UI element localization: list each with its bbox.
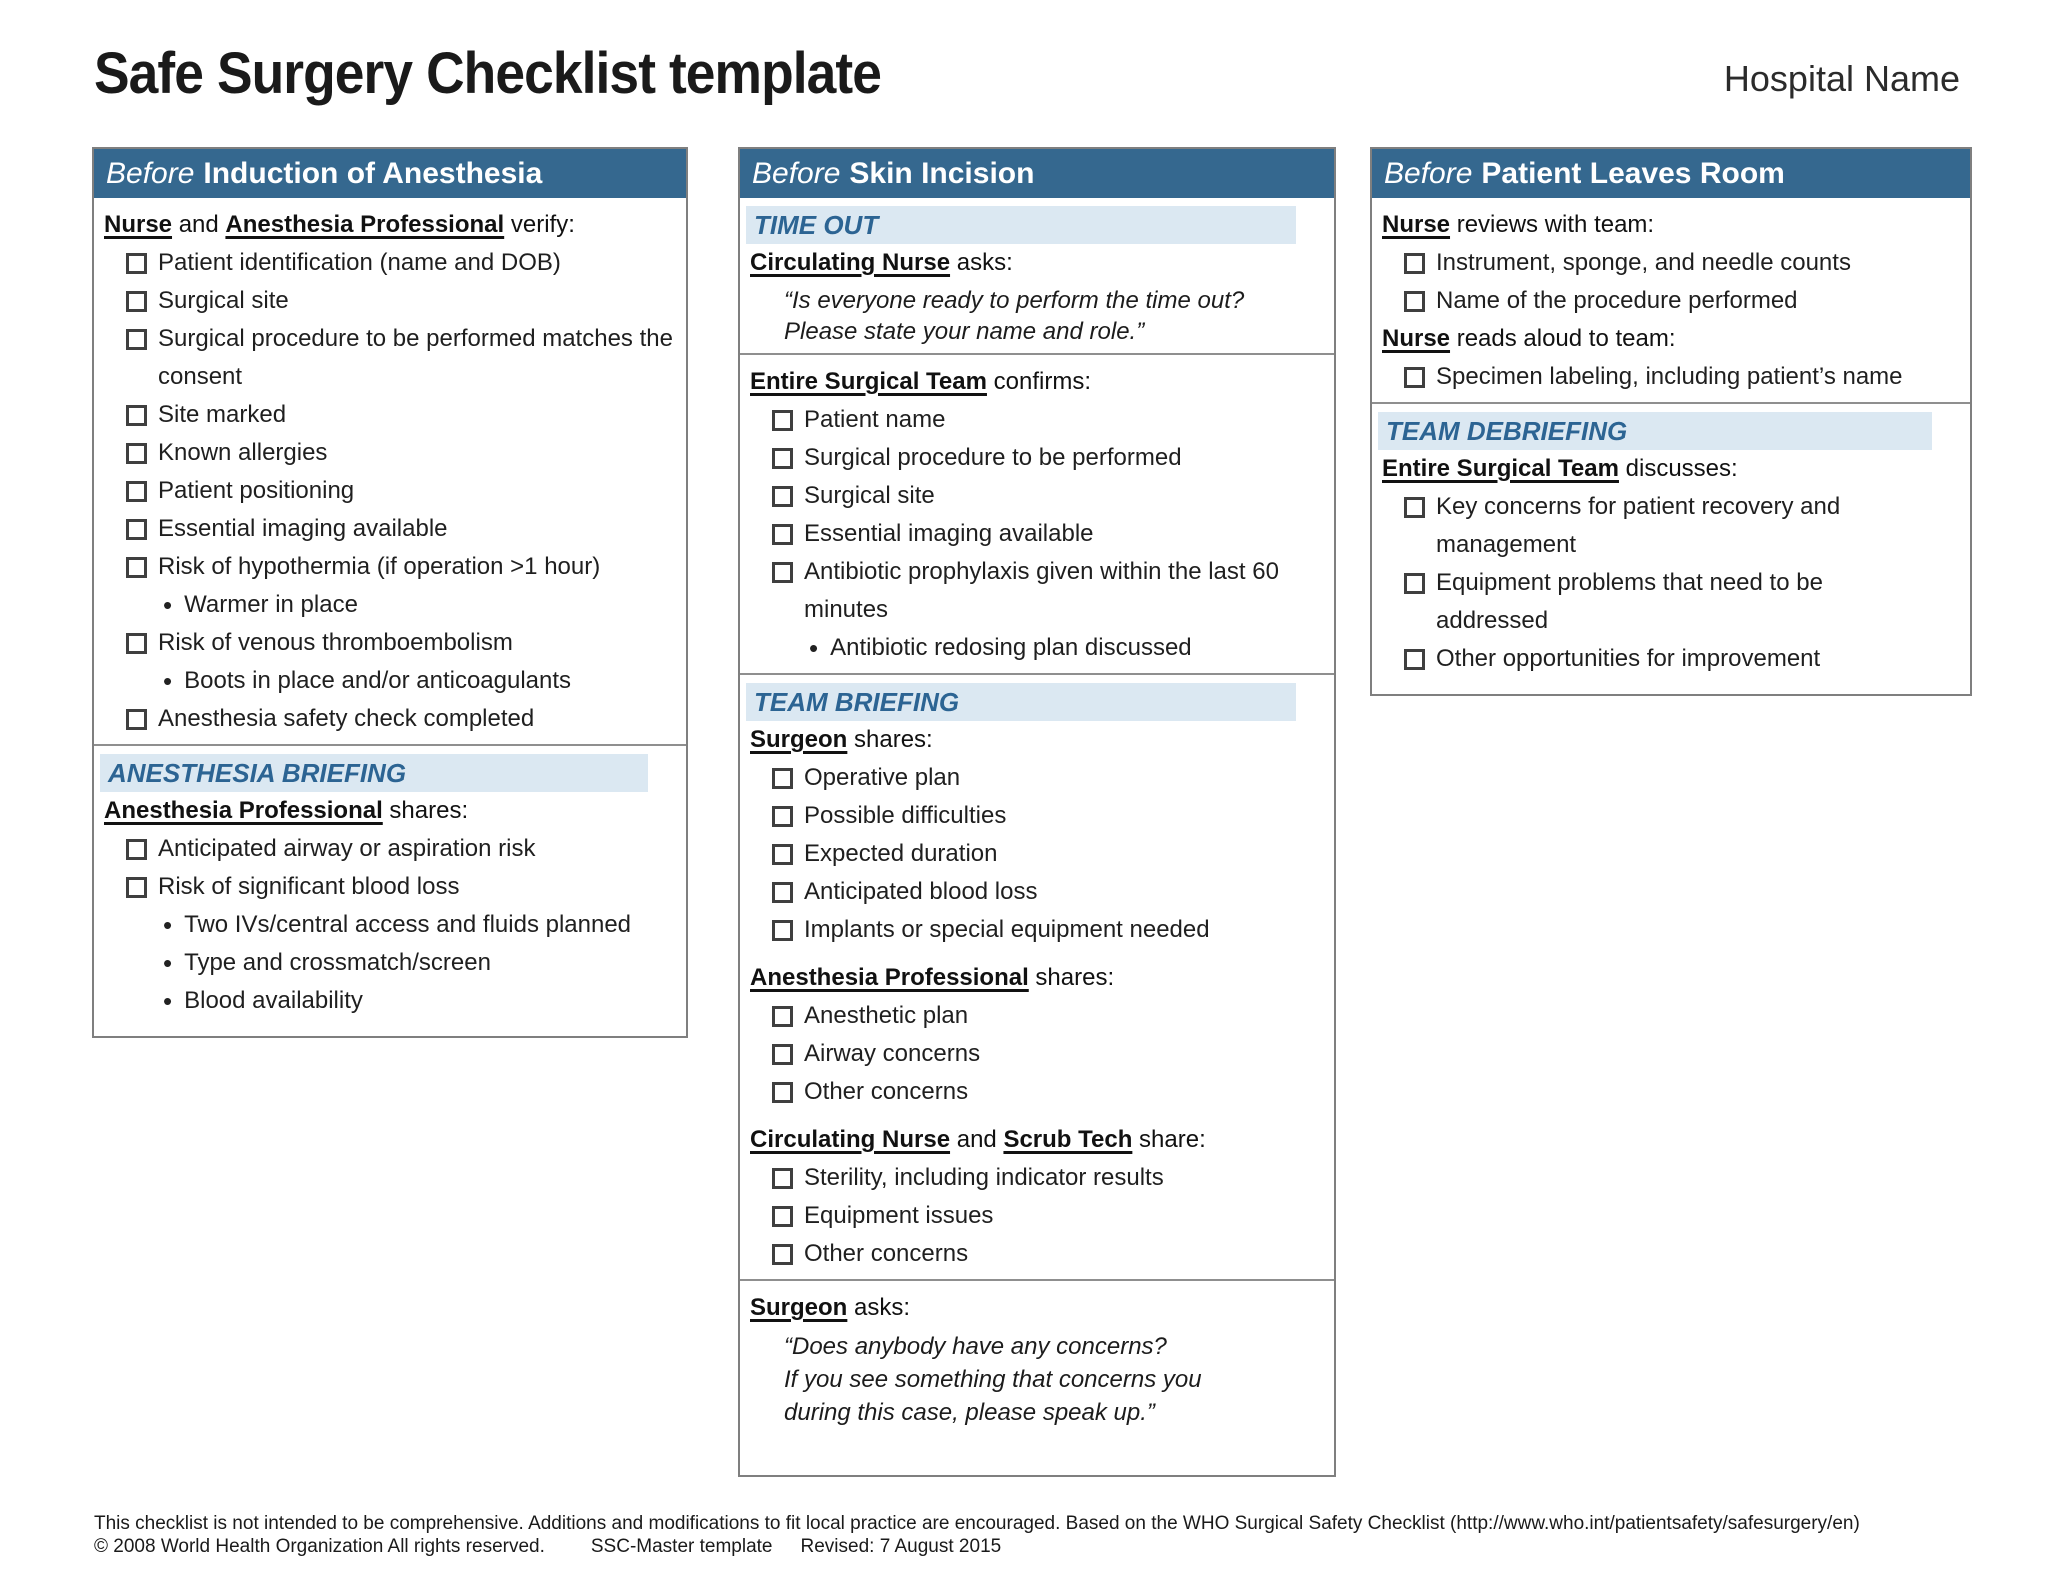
role-name: Circulating Nurse xyxy=(750,249,951,276)
bullet-icon: • xyxy=(163,590,173,620)
role-line xyxy=(104,206,674,244)
checkbox-icon[interactable] xyxy=(772,1006,793,1027)
checkbox-label: Anesthetic plan xyxy=(804,1002,969,1029)
role-text: asks: xyxy=(950,249,1013,276)
checkbox-item xyxy=(1382,282,1958,320)
checkbox-label: Instrument, sponge, and needle counts xyxy=(1436,249,1851,276)
checkbox-item xyxy=(104,396,674,434)
checkbox-icon[interactable] xyxy=(126,709,147,730)
role-text: verify: xyxy=(504,211,575,238)
role-name: Nurse xyxy=(1382,211,1451,238)
checkbox-label: Anesthesia safety check completed xyxy=(158,705,535,732)
footer-disclaimer: This checklist is not intended to be comprehensive. Additions and modifications to fit local practice are encouraged. Based on the WHO Surgical Safety Checklist (http://www.who.int/patientsafety/safesurgery/en) xyxy=(94,1513,1860,1534)
checkbox-label: Essential imaging available xyxy=(158,515,448,542)
checkbox-label: Patient identification (name and DOB) xyxy=(158,249,561,276)
section-band-label: TIME OUT xyxy=(746,206,1296,244)
checkbox-label: Risk of venous thromboembolism xyxy=(158,629,513,656)
checkbox-icon[interactable] xyxy=(126,633,147,654)
bullet-item xyxy=(104,982,674,1020)
checkbox-icon[interactable] xyxy=(126,443,147,464)
checkbox-icon[interactable] xyxy=(1404,367,1425,388)
role-text: confirms: xyxy=(986,368,1091,395)
column-header-bar xyxy=(1372,149,1970,198)
checkbox-icon[interactable] xyxy=(1404,497,1425,518)
checkbox-item xyxy=(750,797,1322,835)
role-text: and xyxy=(172,211,226,238)
header-title: Induction of Anesthesia xyxy=(203,156,543,190)
checkbox-label: Airway concerns xyxy=(804,1040,981,1067)
checkbox-icon[interactable] xyxy=(126,839,147,860)
role-name: Circulating Nurse xyxy=(750,1126,951,1153)
bullet-icon: • xyxy=(163,986,173,1016)
bullet-item xyxy=(750,629,1322,667)
bullet-item xyxy=(104,906,674,944)
checkbox-icon[interactable] xyxy=(126,291,147,312)
checkbox-icon[interactable] xyxy=(1404,573,1425,594)
bullet-icon: • xyxy=(163,666,173,696)
checkbox-label: Key concerns for patient recovery and management xyxy=(1436,493,1841,558)
checkbox-label: Other opportunities for improvement xyxy=(1436,645,1821,672)
checkbox-icon[interactable] xyxy=(772,1168,793,1189)
header-prefix: Before xyxy=(106,156,195,190)
bullet-item xyxy=(104,586,674,624)
section-band-label: TEAM BRIEFING xyxy=(746,683,1296,721)
checkbox-item xyxy=(104,244,674,282)
checkbox-label: Known allergies xyxy=(158,439,328,466)
checkbox-icon[interactable] xyxy=(1404,649,1425,670)
role-name: Scrub Tech xyxy=(1003,1126,1133,1153)
header-prefix: Before xyxy=(752,156,841,190)
role-name: Nurse xyxy=(1382,325,1451,352)
checkbox-icon[interactable] xyxy=(1404,253,1425,274)
checkbox-item xyxy=(1382,640,1958,678)
checkbox-item xyxy=(104,700,674,738)
checkbox-item xyxy=(750,835,1322,873)
checkbox-label: Anticipated airway or aspiration risk xyxy=(158,835,536,862)
role-line xyxy=(750,244,1322,282)
column-box xyxy=(738,147,1336,1477)
role-text: asks: xyxy=(847,1294,911,1321)
checkbox-icon[interactable] xyxy=(772,524,793,545)
header-prefix: Before xyxy=(1384,156,1473,190)
section xyxy=(740,198,1334,353)
checkbox-icon[interactable] xyxy=(772,1044,793,1065)
checkbox-icon[interactable] xyxy=(126,329,147,350)
checkbox-label: Patient positioning xyxy=(158,477,355,504)
bullet-item xyxy=(104,662,674,700)
checkbox-icon[interactable] xyxy=(126,481,147,502)
checkbox-label: Surgical site xyxy=(804,482,935,509)
role-name: Anesthesia Professional xyxy=(750,964,1029,991)
section xyxy=(740,353,1334,673)
column-header-bar xyxy=(740,149,1334,198)
checkbox-item xyxy=(750,1073,1322,1111)
checkbox-item xyxy=(104,868,674,906)
checkbox-item xyxy=(750,873,1322,911)
role-name: Anesthesia Professional xyxy=(104,797,383,824)
role-text: shares: xyxy=(847,726,933,753)
bullet-label: Blood availability xyxy=(184,987,363,1014)
checkbox-icon[interactable] xyxy=(772,1206,793,1227)
column-box xyxy=(1370,147,1972,696)
checkbox-label: Possible difficulties xyxy=(804,802,1007,829)
checkbox-item xyxy=(1382,244,1958,282)
quote-line: “Does anybody have any concerns? xyxy=(784,1333,1167,1360)
role-line xyxy=(750,721,1322,759)
role-text: shares: xyxy=(382,797,469,824)
checkbox-item xyxy=(104,830,674,868)
checkbox-icon[interactable] xyxy=(772,920,793,941)
quote-line: Please state your name and role.” xyxy=(784,318,1145,345)
role-text: shares: xyxy=(1028,964,1115,991)
header-title: Skin Incision xyxy=(849,156,1035,190)
section xyxy=(94,744,686,1026)
checkbox-item xyxy=(750,1197,1322,1235)
checkbox-item xyxy=(104,510,674,548)
role-text: discusses: xyxy=(1618,455,1738,482)
role-line xyxy=(750,1289,1322,1327)
checkbox-item xyxy=(750,1235,1322,1273)
checkbox-label: Name of the procedure performed xyxy=(1436,287,1798,314)
checkbox-item xyxy=(750,1035,1322,1073)
checkbox-label: Surgical procedure to be performed matches the consent xyxy=(158,325,673,390)
role-text: share: xyxy=(1132,1126,1206,1153)
section xyxy=(1372,402,1970,684)
bullet-label: Antibiotic redosing plan discussed xyxy=(830,634,1192,661)
role-name: Anesthesia Professional xyxy=(225,211,505,238)
checkbox-label: Expected duration xyxy=(804,840,998,867)
bullet-icon: • xyxy=(809,633,819,663)
checkbox-label: Surgical procedure to be performed xyxy=(804,444,1182,471)
checkbox-item xyxy=(104,548,674,586)
checkbox-label: Operative plan xyxy=(804,764,961,791)
checkbox-label: Equipment problems that need to be addressed xyxy=(1436,569,1823,634)
section xyxy=(1372,198,1970,402)
checkbox-item xyxy=(104,434,674,472)
footer-template-name: SSC-Master template xyxy=(590,1536,773,1557)
checkbox-label: Other concerns xyxy=(804,1240,969,1267)
section xyxy=(740,1279,1334,1435)
role-line xyxy=(1382,206,1958,244)
checkbox-icon[interactable] xyxy=(772,1244,793,1265)
checkbox-icon[interactable] xyxy=(772,410,793,431)
column-box xyxy=(92,147,688,1038)
checkbox-icon[interactable] xyxy=(772,562,793,583)
checkbox-label: Other concerns xyxy=(804,1078,969,1105)
bullet-icon: • xyxy=(163,948,173,978)
role-line xyxy=(750,959,1322,997)
checkbox-label: Equipment issues xyxy=(804,1202,994,1229)
role-text: reviews with team: xyxy=(1450,211,1655,238)
role-line xyxy=(104,792,674,830)
role-line xyxy=(750,1121,1322,1159)
checkbox-item xyxy=(1382,564,1958,640)
checkbox-label: Sterility, including indicator results xyxy=(804,1164,1164,1191)
footer-revision-date: Revised: 7 August 2015 xyxy=(800,1536,1002,1557)
quote-line: “Is everyone ready to perform the time out? xyxy=(784,287,1245,314)
checkbox-icon[interactable] xyxy=(126,877,147,898)
header-title: Patient Leaves Room xyxy=(1481,156,1785,190)
checkbox-icon[interactable] xyxy=(772,448,793,469)
checkbox-icon[interactable] xyxy=(772,806,793,827)
section xyxy=(94,198,686,744)
bullet-label: Warmer in place xyxy=(184,591,358,618)
checkbox-item xyxy=(750,759,1322,797)
role-name: Surgeon xyxy=(750,726,848,753)
checkbox-item xyxy=(750,401,1322,439)
quote-line: during this case, please speak up.” xyxy=(784,1399,1155,1426)
checkbox-label: Patient name xyxy=(804,406,946,433)
checkbox-label: Specimen labeling, including patient’s name xyxy=(1436,363,1903,390)
checkbox-item xyxy=(104,472,674,510)
column-header-bar xyxy=(94,149,686,198)
checkbox-icon[interactable] xyxy=(772,1082,793,1103)
quote-block xyxy=(750,1330,1322,1429)
role-line xyxy=(1382,320,1958,358)
quote-line: If you see something that concerns you xyxy=(784,1366,1202,1393)
bullet-label: Two IVs/central access and fluids planned xyxy=(184,911,632,938)
footer-copyright: © 2008 World Health Organization All rights reserved. xyxy=(94,1536,545,1557)
checkbox-icon[interactable] xyxy=(126,557,147,578)
checkbox-label: Anticipated blood loss xyxy=(804,878,1038,905)
checkbox-label: Essential imaging available xyxy=(804,520,1094,547)
checkbox-label: Surgical site xyxy=(158,287,289,314)
page-title: Safe Surgery Checklist template xyxy=(94,41,882,106)
bullet-icon: • xyxy=(163,910,173,940)
checkbox-item xyxy=(750,1159,1322,1197)
checkbox-item xyxy=(104,282,674,320)
section-band-label: ANESTHESIA BRIEFING xyxy=(100,754,648,792)
checkbox-label: Risk of hypothermia (if operation >1 hour) xyxy=(158,553,601,580)
checkbox-label: Site marked xyxy=(158,401,287,428)
checkbox-icon[interactable] xyxy=(126,405,147,426)
role-text: and xyxy=(950,1126,1004,1153)
checkbox-label: Implants or special equipment needed xyxy=(804,916,1210,943)
checkbox-label: Antibiotic prophylaxis given within the last 60 minutes xyxy=(804,558,1279,623)
section-band-label: TEAM DEBRIEFING xyxy=(1378,412,1932,450)
role-text: reads aloud to team: xyxy=(1450,325,1676,352)
checkbox-item xyxy=(104,320,674,396)
role-name: Surgeon xyxy=(750,1294,848,1321)
bullet-label: Boots in place and/or anticoagulants xyxy=(184,667,572,694)
checkbox-item xyxy=(1382,488,1958,564)
section xyxy=(740,673,1334,1279)
checkbox-item xyxy=(750,477,1322,515)
checkbox-item xyxy=(750,911,1322,949)
checkbox-item xyxy=(750,553,1322,629)
checkbox-item xyxy=(1382,358,1958,396)
role-name: Entire Surgical Team xyxy=(1382,455,1619,482)
checkbox-icon[interactable] xyxy=(772,844,793,865)
bullet-item xyxy=(104,944,674,982)
bullet-label: Type and crossmatch/screen xyxy=(184,949,491,976)
checkbox-icon[interactable] xyxy=(772,486,793,507)
role-line xyxy=(750,363,1322,401)
checkbox-icon[interactable] xyxy=(126,253,147,274)
checkbox-icon[interactable] xyxy=(126,519,147,540)
quote-block xyxy=(750,285,1322,347)
role-line xyxy=(1382,450,1958,488)
checkbox-icon[interactable] xyxy=(772,882,793,903)
checkbox-item xyxy=(750,997,1322,1035)
role-name: Entire Surgical Team xyxy=(750,368,987,395)
checkbox-item xyxy=(104,624,674,662)
checkbox-item xyxy=(750,439,1322,477)
footer-note xyxy=(94,1512,1860,1558)
checkbox-item xyxy=(750,515,1322,553)
hospital-name: Hospital Name xyxy=(1723,58,1960,99)
checkbox-icon[interactable] xyxy=(1404,291,1425,312)
checkbox-label: Risk of significant blood loss xyxy=(158,873,460,900)
role-name: Nurse xyxy=(104,211,173,238)
checkbox-icon[interactable] xyxy=(772,768,793,789)
